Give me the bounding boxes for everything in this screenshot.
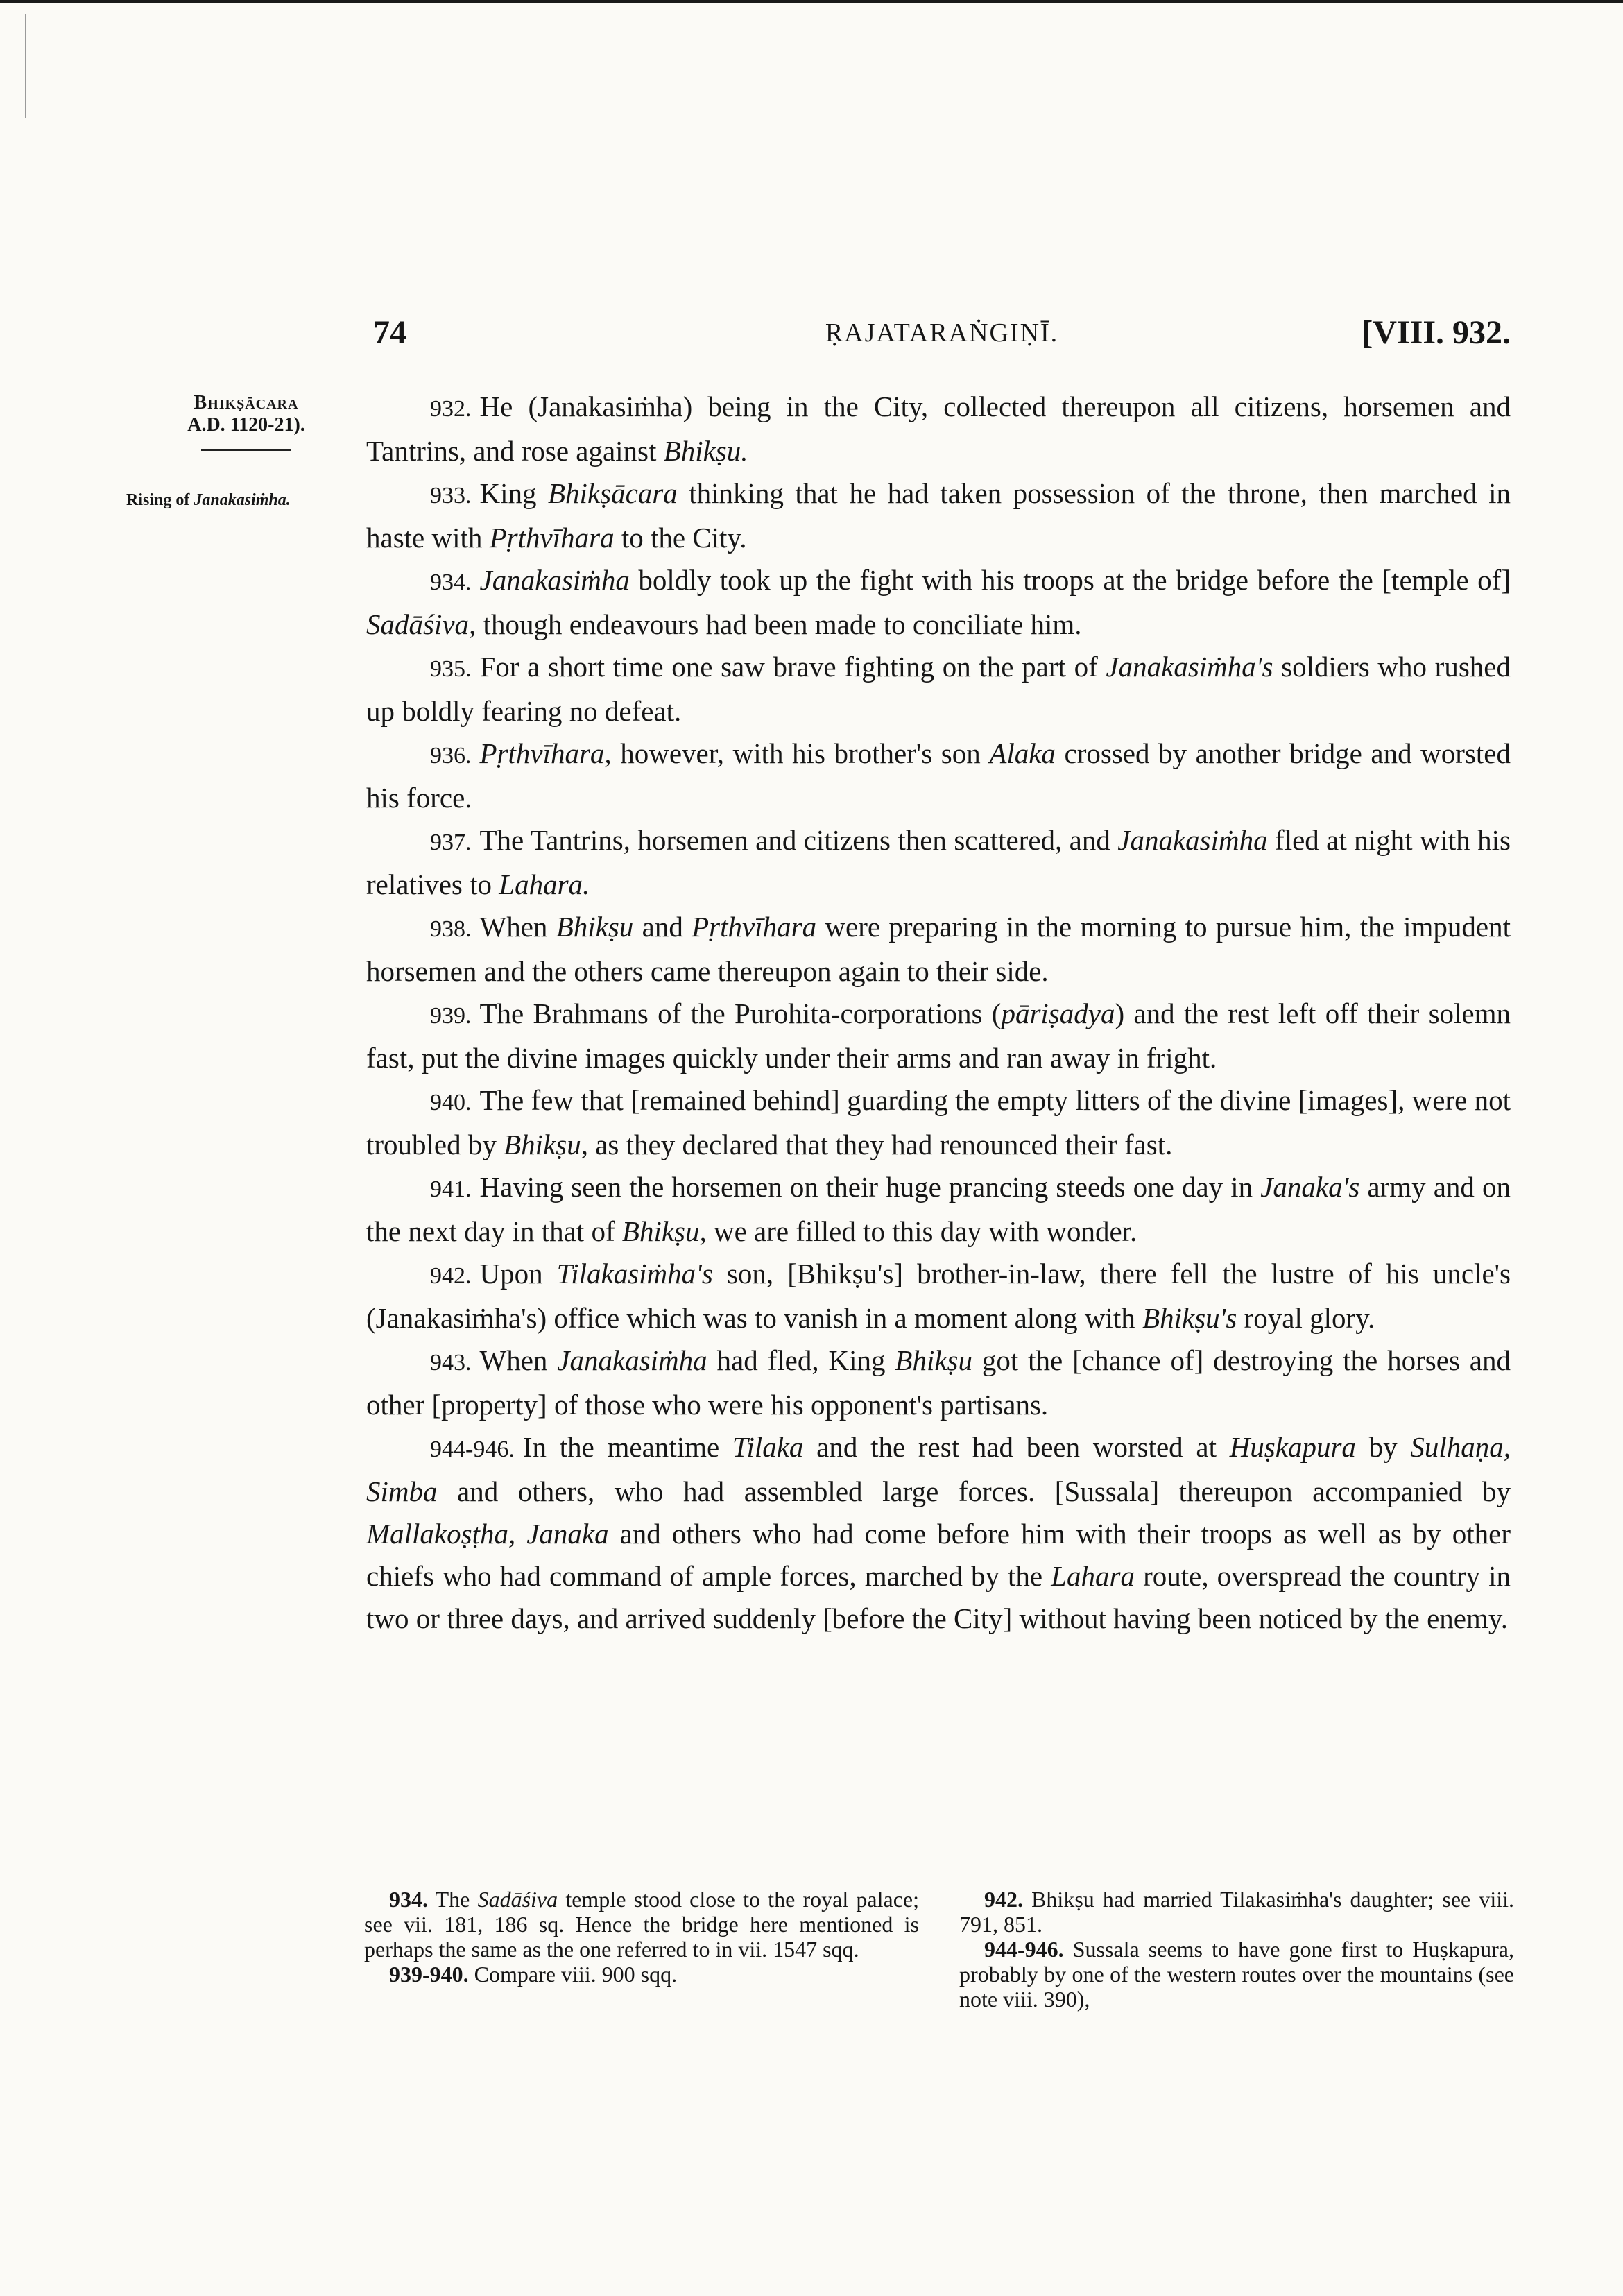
italic-term: Tilakasiṁha's: [556, 1258, 713, 1290]
footnote-number: 934.: [389, 1887, 428, 1912]
margin-rule: [201, 449, 291, 451]
verse-paragraph: [366, 733, 1511, 819]
verse-number: 932.: [430, 396, 472, 422]
verse-number: 936.: [430, 743, 472, 769]
text-run: Bhikṣu had married Tilakasiṁha's daughter; see viii. 791, 851.: [959, 1887, 1514, 1937]
reign-name: Bhikṣācara: [194, 392, 299, 413]
text-run: King: [479, 477, 549, 509]
verse-paragraph: [366, 1426, 1511, 1640]
text-run: Upon: [479, 1258, 557, 1290]
text-run: however, with his brother's son: [611, 737, 990, 769]
margin-reign-note: [166, 392, 326, 451]
verse-paragraph: [366, 646, 1511, 733]
italic-term: pāriṣadya: [1001, 997, 1115, 1029]
footnotes-left-column: [364, 1887, 919, 1987]
italic-term: Janaka's: [1260, 1171, 1360, 1203]
header-verse-reference: [VIII. 932.: [1362, 314, 1511, 351]
verse-number: 940.: [430, 1090, 472, 1115]
verse-number: 937.: [430, 830, 472, 855]
italic-term: Janakasiṁha: [479, 564, 630, 596]
text-run: though endeavours had been made to conciliate him.: [476, 608, 1082, 640]
verse-number: 939.: [430, 1003, 472, 1029]
text-run: royal glory.: [1237, 1302, 1375, 1334]
italic-term: Bhikṣu: [556, 911, 634, 943]
verse-number: 943.: [430, 1350, 472, 1376]
page-header: [373, 314, 1511, 362]
text-run: Sussala seems to have gone first to Huṣkapura, probably by one of the western routes over the mountains (see note viii. 390),: [959, 1937, 1515, 2012]
text-run: Compare viii. 900 sqq.: [474, 1962, 678, 1987]
text-run: For a short time one saw brave fighting on the part of: [479, 651, 1106, 683]
italic-term: Huṣkapura: [1229, 1431, 1356, 1463]
italic-term: Sadāśiva: [477, 1887, 558, 1912]
footnote: [959, 1887, 1514, 1937]
text-run: were preparing in the morning to pursue him, the impudent horsemen and the others came thereupon again to their side.: [366, 911, 1511, 987]
text-run: by: [1355, 1431, 1411, 1463]
text-run: When: [479, 1344, 558, 1376]
margin-rising-note: [126, 491, 355, 510]
footnote-number: 942.: [984, 1887, 1023, 1912]
text-run: fled at night with his relatives to: [366, 824, 1511, 900]
verse-number: 944-946.: [430, 1437, 515, 1462]
footnote-number: 939-940.: [389, 1962, 469, 1987]
verse-paragraph: [366, 472, 1511, 559]
verse-number: 942.: [430, 1263, 472, 1289]
text-run: ) and the rest left off their solemn fast, put the divine images quickly under their arms and ran away in fright.: [366, 997, 1511, 1074]
text-run: route, overspread the country in two or three days, and arrived suddenly [before the City] without having been noticed by the enemy.: [366, 1560, 1511, 1634]
text-run: [515, 1518, 526, 1550]
italic-term: Lahara: [1051, 1560, 1135, 1592]
text-run: The few that [remained behind] guarding the empty litters of the divine [images], were not troubled by: [366, 1084, 1511, 1160]
verse-paragraph: [366, 819, 1511, 906]
footnote: [364, 1887, 919, 1962]
verse-number: 934.: [430, 569, 472, 595]
text-run: crossed by another bridge and worsted his force.: [366, 737, 1511, 814]
italic-term: Bhikṣu.: [663, 435, 748, 467]
text-run: as they declared that they had renounced their fast.: [587, 1129, 1173, 1160]
text-run: and others who had come before him with their troops as well as by other chiefs who had command of ample forces, marched by the: [366, 1518, 1511, 1592]
italic-term: Janakasiṁha: [1117, 824, 1268, 856]
verse-number: 938.: [430, 916, 472, 942]
verse-paragraph: [366, 1339, 1511, 1426]
top-border-rule: [0, 0, 1623, 3]
verse-paragraph: [366, 1079, 1511, 1166]
text-run: and: [633, 911, 692, 943]
verse-number: 933.: [430, 483, 472, 508]
verse-number: 941.: [430, 1176, 472, 1202]
footnote: [959, 1937, 1514, 2012]
text-run: and the rest had been worsted at: [803, 1431, 1230, 1463]
reign-dates: A.D. 1120-21).: [187, 414, 305, 436]
verse-paragraph: [366, 559, 1511, 646]
footnotes-right-column: [959, 1887, 1514, 2012]
scan-edge-mark: [25, 14, 26, 118]
text-run: thinking that he had taken possession of the throne, then marched in haste with: [366, 477, 1511, 554]
page-number: 74: [373, 314, 406, 351]
italic-term: Simba: [366, 1475, 438, 1507]
text-run: son, [Bhikṣu's] brother-in-law, there fell the lustre of his uncle's (Janakasiṁha's) office which was to vanish in a moment along with: [366, 1258, 1511, 1334]
italic-term: Pṛthvīhara,: [479, 737, 612, 769]
running-title: ṚAJATARAṄGIṆĪ.: [825, 318, 1059, 348]
italic-term: Sulhaṇa,: [1410, 1431, 1511, 1463]
text-run: had fled, King: [707, 1344, 895, 1376]
text-run: soldiers who rushed up boldly fearing no defeat.: [366, 651, 1511, 727]
verse-paragraph: [366, 993, 1511, 1079]
verse-paragraph: [366, 906, 1511, 993]
text-run: army and on the next day in that of: [366, 1171, 1511, 1247]
italic-term: Alaka: [989, 737, 1056, 769]
italic-term: Bhikṣu,: [621, 1215, 707, 1247]
italic-term: Janakasiṁha: [557, 1344, 707, 1376]
text-run: temple stood close to the royal palace; see vii. 181, 186 sq. Hence the bridge here mentioned is perhaps the same as the one referred to in vii. 1547 sqq.: [364, 1887, 920, 1962]
italic-term: Bhikṣu,: [504, 1129, 588, 1160]
italic-term: Bhikṣu's: [1142, 1302, 1237, 1334]
italic-term: Tilaka: [732, 1431, 804, 1463]
verse-paragraph: [366, 1166, 1511, 1253]
text-run: The: [435, 1887, 478, 1912]
rising-note-name: Janakasiṁha.: [194, 491, 291, 509]
verse-number: 935.: [430, 656, 472, 682]
text-run: boldly took up the fight with his troops at the bridge before the [temple of]: [629, 564, 1511, 596]
italic-term: Lahara.: [499, 868, 590, 900]
footnote: [364, 1962, 919, 1987]
rising-note-prefix: Rising of: [126, 491, 194, 509]
italic-term: Pṛthvīhara: [692, 911, 817, 943]
text-run: we are filled to this day with wonder.: [706, 1215, 1137, 1247]
main-text-body: [366, 386, 1511, 1640]
italic-term: Bhikṣu: [895, 1344, 972, 1376]
italic-term: Janakasiṁha's: [1106, 651, 1273, 683]
italic-term: Mallakoṣṭha,: [366, 1518, 516, 1550]
text-run: In the meantime: [522, 1431, 732, 1463]
text-run: and others, who had assembled large forces. [Sussala] thereupon accompanied by: [437, 1475, 1511, 1507]
verse-paragraph: [366, 1253, 1511, 1339]
text-run: Having seen the horsemen on their huge prancing steeds one day in: [479, 1171, 1261, 1203]
text-run: got the [chance of] destroying the horses and other [property] of those who were his opponent's partisans.: [366, 1344, 1511, 1421]
text-run: When: [479, 911, 556, 943]
italic-term: Janaka: [526, 1518, 609, 1550]
italic-term: Pṛthvīhara: [489, 522, 615, 554]
verse-paragraph: [366, 386, 1511, 472]
footnote-number: 944-946.: [984, 1937, 1064, 1962]
text-run: to the City.: [614, 522, 747, 554]
text-run: The Brahmans of the Purohita-corporations (: [479, 997, 1002, 1029]
text-run: The Tantrins, horsemen and citizens then scattered, and: [479, 824, 1118, 856]
italic-term: Sadāśiva,: [366, 608, 476, 640]
text-run: He (Janakasiṁha) being in the City, collected thereupon all citizens, horsemen and Tantrins, and rose against: [366, 391, 1511, 467]
italic-term: Bhikṣācara: [548, 477, 678, 509]
